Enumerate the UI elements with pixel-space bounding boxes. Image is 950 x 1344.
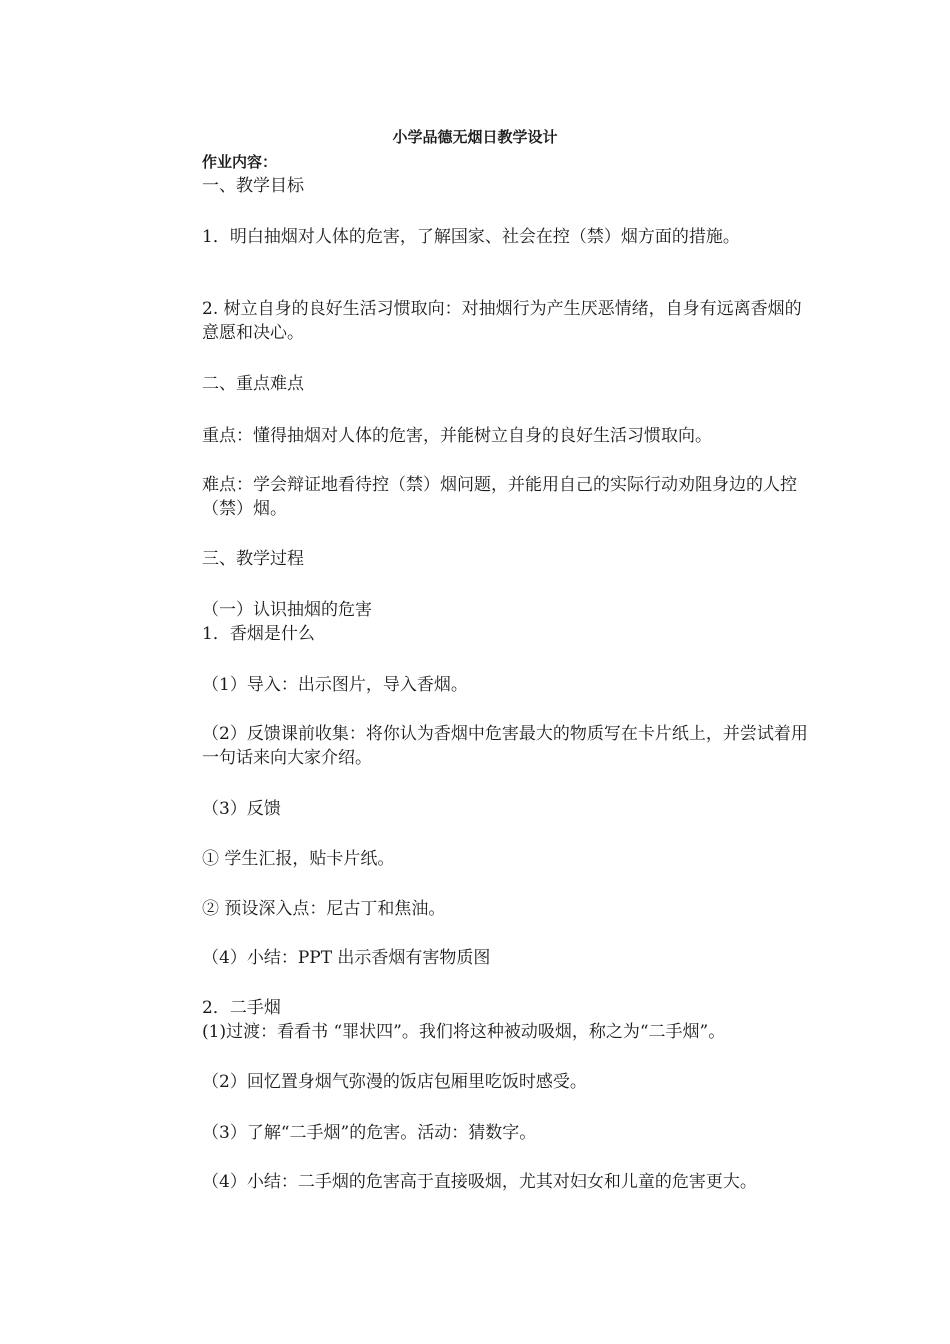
section-heading: 二、重点难点	[202, 374, 304, 394]
paragraph: 1．香烟是什么	[202, 624, 315, 644]
paragraph: ① 学生汇报，贴卡片纸。	[202, 849, 395, 869]
paragraph: 2．二手烟	[202, 998, 281, 1018]
paragraph: 1．明白抽烟对人体的危害，了解国家、社会在控（禁）烟方面的措施。	[202, 227, 740, 247]
paragraph: （3）反馈	[202, 799, 281, 819]
paragraph: (1)过渡：看看书 “罪状四”。我们将这种被动吸烟，称之为“二手烟”。	[202, 1022, 726, 1042]
paragraph: （4）小结：二手烟的危害高于直接吸烟，尤其对妇女和儿童的危害更大。	[202, 1172, 757, 1192]
paragraph: （4）小结：PPT 出示香烟有害物质图	[202, 948, 491, 968]
section-heading: 一、教学目标	[202, 176, 304, 196]
document-title: 小学品德无烟日教学设计	[392, 128, 558, 146]
paragraph: 重点：懂得抽烟对人体的危害，并能树立自身的良好生活习惯取向。	[202, 426, 712, 446]
paragraph: （2）反馈课前收集：将你认为香烟中危害最大的物质写在卡片纸上，并尝试着用一句话来向大家介绍。	[202, 724, 808, 768]
paragraph: 2. 树立自身的良好生活习惯取向：对抽烟行为产生厌恶情绪，自身有远离香烟的意愿和决心。	[202, 299, 802, 343]
paragraph: （1）导入：出示图片，导入香烟。	[202, 675, 468, 695]
paragraph: （3）了解“二手烟”的危害。活动：猜数字。	[202, 1123, 537, 1143]
section-heading: 三、教学过程	[202, 549, 304, 569]
subsection-heading: （一）认识抽烟的危害	[202, 600, 372, 620]
paragraph: ② 预设深入点：尼古丁和焦油。	[202, 899, 446, 919]
assignment-label: 作业内容：	[202, 153, 278, 171]
paragraph: （2）回忆置身烟气弥漫的饭店包厢里吃饭时感受。	[202, 1072, 587, 1092]
paragraph: 难点：学会辩证地看待控（禁）烟问题，并能用自己的实际行动劝阻身边的人控（禁）烟。	[202, 475, 797, 519]
